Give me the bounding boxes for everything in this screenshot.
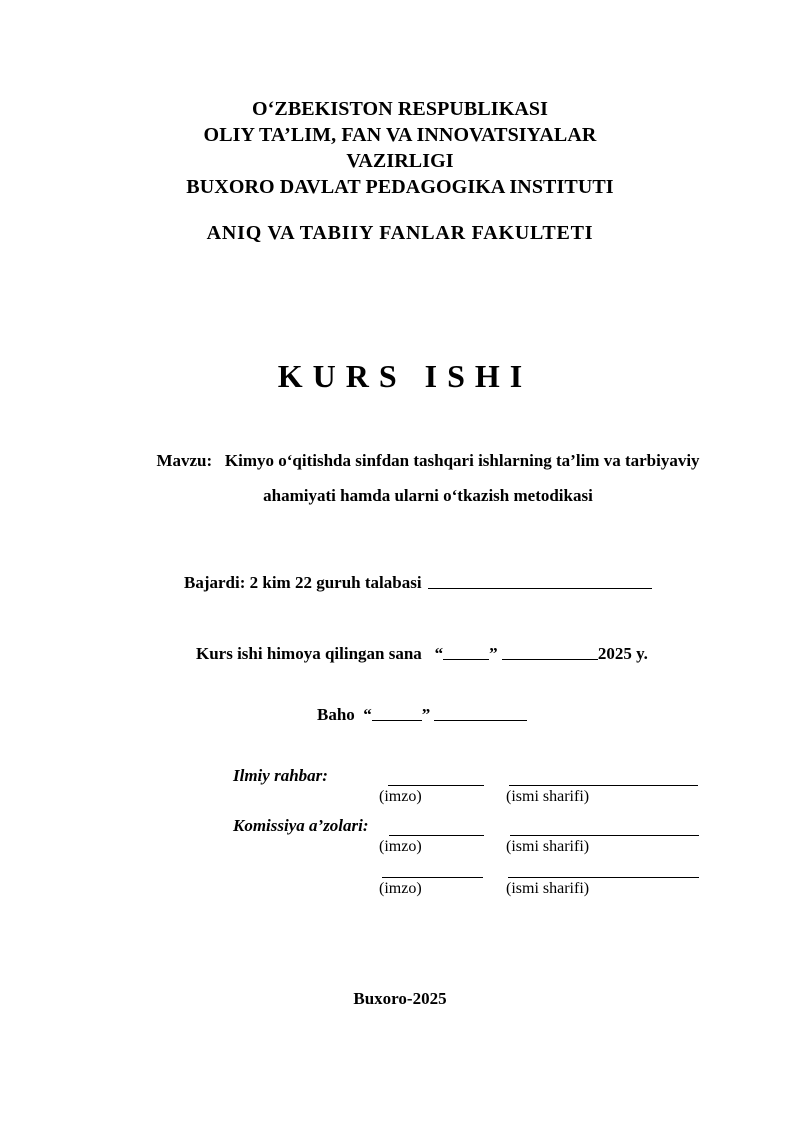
commission-member-1-signature-caption: (imzo) [379, 838, 422, 855]
grade-row [317, 704, 527, 725]
defense-date-row [196, 643, 648, 664]
subject-block [118, 443, 738, 513]
commission-member-2-signature-caption: (imzo) [379, 880, 422, 897]
advisor-label: Ilmiy rahbar: [233, 766, 328, 785]
footer-place-year: Buxoro-2025 [353, 989, 447, 1008]
defense-day-quote-close: ” [489, 644, 498, 664]
page-title: KURS ISHI [277, 358, 533, 394]
defense-day-quote-open: “ [434, 644, 444, 664]
performed-by-blank[interactable] [428, 572, 652, 589]
grade-text-blank[interactable] [434, 704, 527, 721]
defense-day-blank[interactable] [443, 643, 489, 660]
commission-member-2-fullname-line[interactable] [508, 877, 699, 878]
subject-label: Mavzu: [156, 451, 213, 470]
grade-quote-close: ” [421, 705, 431, 725]
commission-label: Komissiya a’zolari: [233, 816, 369, 835]
defense-year: 2025 y. [597, 644, 648, 664]
grade-quote-open: “ [363, 705, 372, 725]
header-line-faculty: ANIQ VA TABIIY FANLAR FAKULTETI [206, 222, 594, 244]
header-line-ministry-country: O‘ZBEKISTON RESPUBLIKASI [251, 98, 548, 120]
performed-by-row [184, 572, 652, 593]
institution-header [0, 96, 800, 246]
commission-member-1-fullname-line[interactable] [510, 835, 699, 836]
performed-by-label: Bajardi: 2 kim 22 guruh talabasi [184, 573, 422, 593]
advisor-signature-line[interactable] [388, 785, 484, 786]
header-line-ministry-suffix: VAZIRLIGI [346, 150, 454, 172]
advisor-signature-caption: (imzo) [379, 788, 422, 805]
defense-month-blank[interactable] [502, 643, 598, 660]
grade-blank[interactable] [372, 704, 422, 721]
header-line-institute: BUXORO DAVLAT PEDAGOGIKA INSTITUTI [186, 176, 614, 198]
header-line-ministry-name: OLIY TA’LIM, FAN VA INNOVATSIYALAR [203, 124, 597, 146]
advisor-fullname-caption: (ismi sharifi) [506, 788, 590, 805]
commission-member-1-signature-line[interactable] [389, 835, 484, 836]
commission-member-1-fullname-caption: (ismi sharifi) [506, 838, 590, 855]
advisor-fullname-line[interactable] [509, 785, 698, 786]
grade-label: Baho [317, 705, 355, 725]
subject-text: Kimyo o‘qitishda sinfdan tashqari ishlarning ta’lim va tarbiyaviy ahamiyati hamda ularni o‘tkazish metodikasi [224, 451, 700, 505]
commission-member-2-signature-line[interactable] [382, 877, 483, 878]
defense-date-label: Kurs ishi himoya qilingan sana [196, 644, 422, 664]
commission-member-2-fullname-caption: (ismi sharifi) [506, 880, 590, 897]
